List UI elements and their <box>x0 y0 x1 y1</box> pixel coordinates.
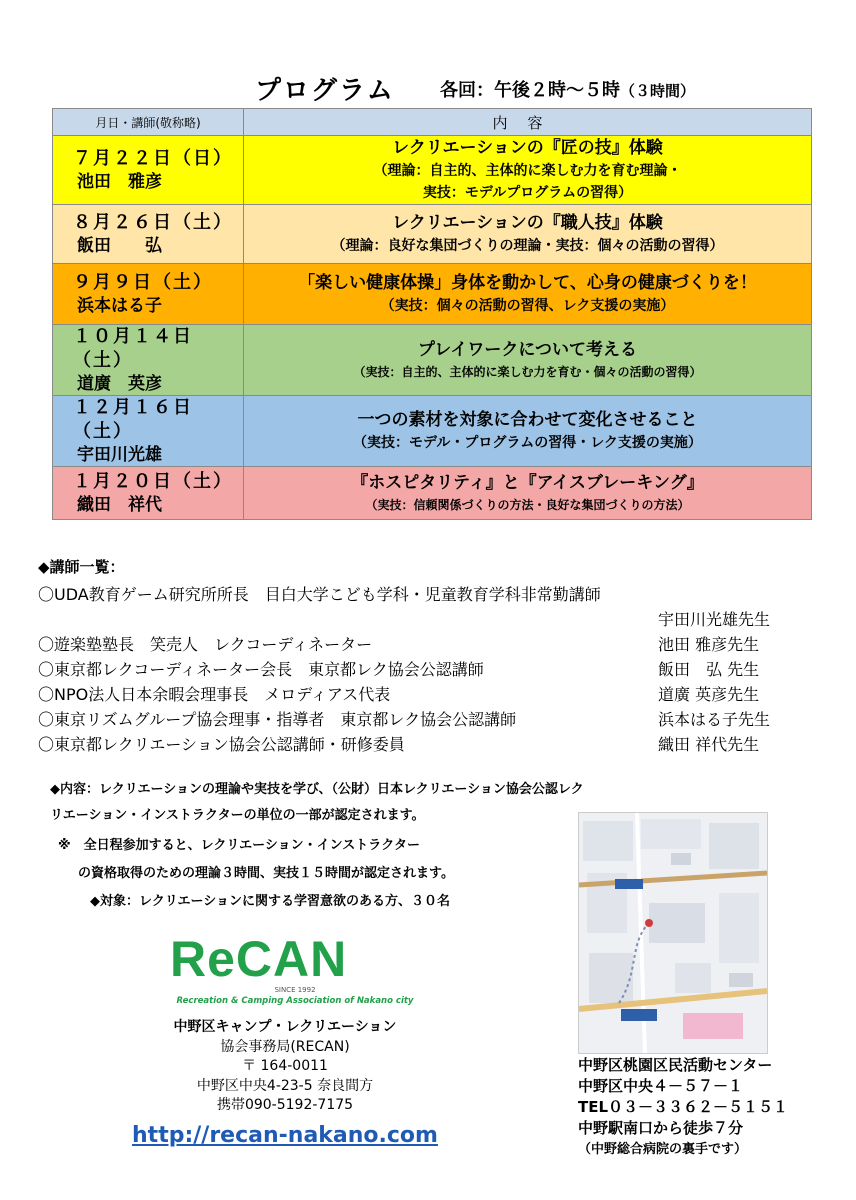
logo-association: Recreation & Camping Association of Nakano city <box>176 996 414 1006</box>
table-row <box>53 396 812 467</box>
venue-address: 中野区中央４－５７－１ <box>578 1077 744 1095</box>
session-detail: （理論：良好な集団づくりの理論・実技：個々の活動の習得） <box>331 238 724 254</box>
lecturer-item <box>38 582 818 607</box>
lecturer-name: 道廣 英彦先生 <box>658 685 760 704</box>
lecturer-item <box>38 657 818 682</box>
session-lecturer: 浜本はる子 <box>77 296 162 316</box>
date-cell <box>53 396 244 467</box>
date-cell <box>53 467 244 520</box>
session-date: ８月２６日（土） <box>73 212 233 233</box>
info-content-line: ◆内容：レクリエーションの理論や実技を学び、（公財）日本レクリエーション協会公認レク <box>50 782 584 797</box>
content-cell <box>244 396 812 467</box>
recan-logo <box>170 930 420 1010</box>
table-row <box>53 325 812 396</box>
lecturer-list-heading: ◆講師一覧： <box>38 558 125 576</box>
lecturer-item <box>38 682 818 707</box>
session-detail: （実技：信頼関係づくりの方法・良好な集団づくりの方法） <box>365 498 690 512</box>
venue-tel: TEL０３－３３６２－５１５１ <box>578 1098 789 1116</box>
organization-address: 中野区中央4-23-5 奈良間方 <box>196 1077 374 1094</box>
table-row <box>53 467 812 520</box>
date-cell <box>53 264 244 325</box>
session-detail: （実技：自主的、主体的に楽しむ力を育む・個々の活動の習得） <box>353 365 702 379</box>
program-header <box>0 70 856 106</box>
organization-phone: 携帯090-5192-7175 <box>216 1097 354 1113</box>
session-detail: （実技：モデル・プログラムの習得・レク支援の実施） <box>353 435 702 451</box>
session-date: ７月２２日（日） <box>73 148 233 169</box>
session-title: 『ホスピタリティ』と『アイスブレーキング』 <box>351 473 704 493</box>
content-cell <box>244 325 812 396</box>
info-target-line: ◆対象：レクリエーションに関する学習意欲のある方、３０名 <box>90 894 450 909</box>
lecturer-item <box>38 607 818 632</box>
logo-text: ReCAN <box>170 931 348 987</box>
lecturer-role: 〇遊楽塾塾長 笑売人 レクコーディネーター <box>38 635 373 654</box>
venue-note: （中野総合病院の裏手です） <box>578 1142 748 1157</box>
logo-since: SINCE 1992 <box>274 986 316 994</box>
session-detail: （理論：自主的、主体的に楽しむ力を育む理論・ <box>373 163 682 179</box>
table-row <box>53 205 812 264</box>
lecturer-name: 浜本はる子先生 <box>658 710 771 729</box>
table-row <box>53 264 812 325</box>
session-title: 「楽しい健康体操」身体を動かして、心身の健康づくりを！ <box>298 273 757 293</box>
table-row <box>53 136 812 205</box>
session-detail: 実技：モデルプログラムの習得） <box>422 185 633 201</box>
session-title: レクリエーションの『匠の技』体験 <box>392 138 663 158</box>
lecturer-list <box>38 556 818 757</box>
date-cell <box>53 325 244 396</box>
session-time: 各回：午後２時～５時（３時間） <box>440 80 696 101</box>
session-lecturer: 道廣 英彦 <box>77 374 162 394</box>
session-lecturer: 飯田 弘 <box>77 236 162 256</box>
lecturer-name: 池田 雅彦先生 <box>658 635 760 654</box>
session-title: レクリエーションの『職人技』体験 <box>392 213 663 233</box>
table-header-row <box>53 109 812 136</box>
lecturer-role: 〇東京リズムグループ協会理事・指導者 東京都レク協会公認講師 <box>38 710 517 729</box>
lecturer-role: 〇UDA教育ゲーム研究所所長 目白大学こども学科・児童教育学科非常勤講師 <box>38 585 601 604</box>
map-image <box>579 813 767 1053</box>
session-title: プレイワークについて考える <box>417 340 638 360</box>
content-cell <box>244 205 812 264</box>
session-duration: （３時間） <box>620 82 696 100</box>
program-title: プログラム <box>255 76 395 106</box>
website-link[interactable]: http://recan-nakano.com <box>132 1122 438 1148</box>
session-date: ９月９日（土） <box>73 272 213 293</box>
info-note-line: ※ 全日程参加すると、レクリエーション・インストラクター <box>58 838 420 853</box>
session-date: １月２０日（土） <box>73 471 233 492</box>
lecturer-role: 〇東京都レクコーディネーター会長 東京都レク協会公認講師 <box>38 660 484 679</box>
lecturer-role: 〇NPO法人日本余暇会理事長 メロディアス代表 <box>38 685 391 704</box>
lecturer-item <box>38 707 818 732</box>
session-lecturer: 池田 雅彦 <box>77 172 162 192</box>
column-header-date: 月日・講師(敬称略) <box>53 109 244 136</box>
lecturer-item <box>38 732 818 757</box>
organization-info <box>120 1018 450 1150</box>
column-header-content: 内容 <box>244 109 812 136</box>
info-content-line: リエーション・インストラクターの単位の一部が認定されます。 <box>50 808 425 823</box>
venue-name: 中野区桃園区民活動センター <box>578 1056 773 1074</box>
lecturer-item <box>38 632 818 657</box>
organization-office: 協会事務局(RECAN) <box>220 1038 350 1055</box>
venue-info <box>578 1055 818 1160</box>
venue-access: 中野駅南口から徒歩７分 <box>578 1119 744 1137</box>
organization-name: 中野区キャンプ・レクリエーション <box>173 1019 397 1035</box>
content-cell <box>244 136 812 205</box>
content-cell <box>244 264 812 325</box>
session-detail: （実技：個々の活動の習得、レク支援の実施） <box>380 298 675 314</box>
date-cell <box>53 205 244 264</box>
info-note-line: の資格取得のための理論３時間、実技１５時間が認定されます。 <box>78 866 454 881</box>
session-date: １０月１４日（土） <box>73 326 193 371</box>
session-lecturer: 織田 祥代 <box>77 495 162 515</box>
venue-map <box>578 812 768 1054</box>
lecturer-role: 〇東京都レクリエーション協会公認講師・研修委員 <box>38 735 405 754</box>
lecturer-name: 宇田川光雄先生 <box>658 610 771 629</box>
session-title: 一つの素材を対象に合わせて変化させること <box>357 410 698 430</box>
organization-postal: 〒 164-0011 <box>242 1058 328 1074</box>
date-cell <box>53 136 244 205</box>
lecturer-name: 織田 祥代先生 <box>658 735 760 754</box>
lecturer-name: 飯田 弘 先生 <box>658 660 760 679</box>
session-lecturer: 宇田川光雄 <box>77 445 162 465</box>
content-cell <box>244 467 812 520</box>
program-table <box>52 108 812 520</box>
session-date: １２月１６日（土） <box>73 397 193 442</box>
